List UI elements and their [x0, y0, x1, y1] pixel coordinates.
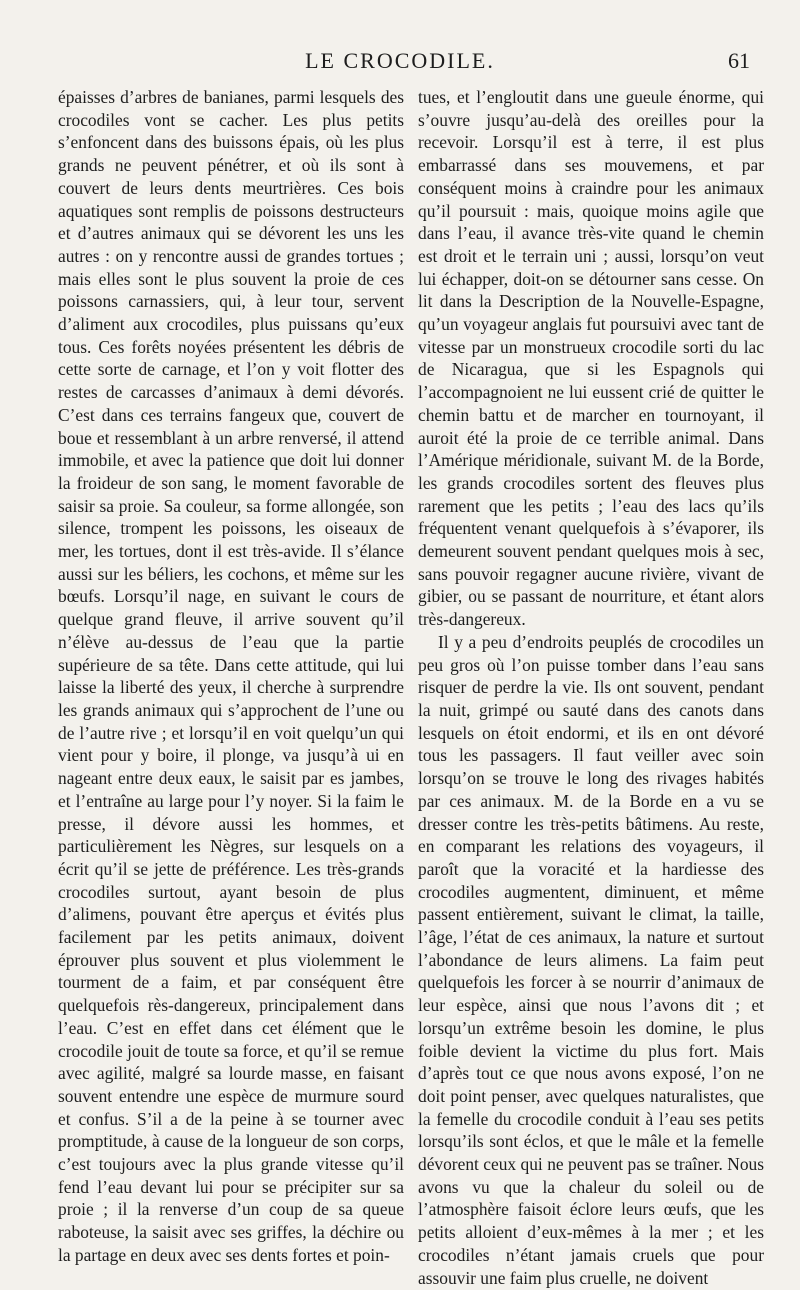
- page-number: 61: [728, 48, 750, 73]
- paragraph: Il y a peu d’endroits peuplés de crocodiles un peu gros où l’on puisse tomber dans l’eau sans risquer de perdre la vie. Ils ont souvent, pendant la nuit, grimpé ou sauté dans des canots dans lesquels on étoit endormi, et ils en ont dévoré tous les passagers. Il faut veiller avec soin lorsqu’on se trouve le long des rivages habités par ces animaux. M. de la Borde en a vu se dresser contre les très-petits bâtimens. Au reste, en comparant les relations des voyageurs, il paroît que la voracité et la hardiesse des crocodiles augmentent, diminuent, et même passent entièrement, suivant le climat, la taille, l’âge, l’état de ces animaux, la nature et surtout l’abondance de leurs alimens. La faim peut quelquefois les forcer à se nourrir d’animaux de leur espèce, ainsi que nous l’avons dit ; et lorsqu’un extrême besoin les domine, le plus foible devient la victime du plus fort. Mais d’après tout ce que nous avons exposé, l’on ne doit point penser, avec quelques naturalistes, que la femelle du crocodile conduit à l’eau ses petits lorsqu’ils sont éclos, et que le mâle et la femelle dévorent ceux qui ne peuvent pas se traîner. Nous avons vu que la chaleur du soleil ou de l’atmosphère faisoit éclore leurs œufs, que les petits alloient d’eux-mêmes à la mer ; et les crocodiles n’étant jamais cruels que pour assouvir une faim plus cruelle, ne doivent: [418, 631, 764, 1288]
- running-head: [0, 48, 800, 78]
- running-title: LE CROCODILE.: [305, 48, 495, 73]
- left-column: [58, 86, 404, 1276]
- paragraph: épaisses d’arbres de banianes, parmi lesquels des crocodiles vont se cacher. Les plus petits s’enfoncent dans des buissons épais, où les plus grands ne peuvent pénétrer, et où ils sont à couvert de leurs dents meurtrières. Ces bois aquatiques sont remplis de poissons destructeurs et d’autres animaux qui se dévorent les uns les autres : on y rencontre aussi de grandes tortues ; mais elles sont le plus souvent la proie de ces poissons carnassiers, qui, à leur tour, servent d’aliment aux crocodiles, plus puissans qu’eux tous. Ces forêts noyées présentent les débris de cette sorte de carnage, et l’on y voit flotter des restes de carcasses d’animaux à demi dévorés. C’est dans ces terrains fangeux que, couvert de boue et ressemblant à un arbre renversé, il attend immobile, et avec la patience que doit lui donner la froideur de son sang, le moment favorable de saisir sa proie. Sa couleur, sa forme allongée, son silence, trompent les poissons, les oiseaux de mer, les tortues, dont il est très-avide. Il s’élance aussi sur les béliers, les cochons, et même sur les bœufs. Lorsqu’il nage, en suivant le cours de quelque grand fleuve, il arrive souvent qu’il n’élève au-dessus de l’eau que la partie supérieure de sa tête. Dans cette attitude, qui lui laisse la liberté des yeux, il cherche à surprendre les grands animaux qui s’approchent de l’une ou de l’autre rive ; et lorsqu’il en voit quelqu’un qui vient pour y boire, il plonge, va jusqu’à ui en nageant entre deux eaux, le saisit par es jambes, et l’entraîne au large pour l’y noyer. Si la faim le presse, il dévore aussi les hommes, et particulièrement les Nègres, sur lesquels on a écrit qu’il se jette de préférence. Les très-grands crocodiles surtout, ayant besoin de plus d’alimens, pouvant être aperçus et évités plus facilement par les petits animaux, doivent éprouver plus souvent et plus violemment le tourment de a faim, et par conséquent être quelquefois rès-dangereux, principalement dans l’eau. C’est en effet dans cet élément que le crocodile jouit de toute sa force, et qu’il se remue avec agilité, malgré sa lourde masse, en faisant souvent entendre une espèce de murmure sourd et confus. S’il a de la peine à se tourner avec promptitude, à cause de la longueur de son corps, c’est toujours avec la plus grande vitesse qu’il fend l’eau devant lui pour se précipiter sur sa proie ; il la renverse d’un coup de sa queue raboteuse, la saisit avec ses griffes, la déchire ou la partage en deux avec ses dents fortes et poin-: [58, 87, 404, 1265]
- paragraph: tues, et l’engloutit dans une gueule énorme, qui s’ouvre jusqu’au-delà des oreilles pour la recevoir. Lorsqu’il est à terre, il est plus embarrassé dans ses mouvemens, et par conséquent moins à craindre pour les animaux qu’il poursuit : mais, quoique moins agile que dans l’eau, il avance très-vite quand le chemin est droit et le terrain uni ; aussi, lorsqu’on veut lui échapper, doit-on se détourner sans cesse. On lit dans la Description de la Nouvelle-Espagne, qu’un voyageur anglais fut poursuivi avec tant de vitesse par un monstrueux crocodile sorti du lac de Nicaragua, que si les Espagnols qui l’accompagnoient ne lui eussent crié de quitter le chemin battu et de marcher en tournoyant, il auroit été la proie de ce terrible animal. Dans l’Amérique méridionale, suivant M. de la Borde, les grands crocodiles sortent des fleuves plus rarement que les petits ; l’eau des lacs qu’ils fréquentent venant quelquefois à s’évaporer, ils demeurent souvent pendant quelques mois à sec, sans pouvoir regagner aucune rivière, vivant de gibier, ou se passant de nourriture, et étant alors très-dangereux.: [418, 87, 764, 630]
- right-column: [418, 86, 764, 1288]
